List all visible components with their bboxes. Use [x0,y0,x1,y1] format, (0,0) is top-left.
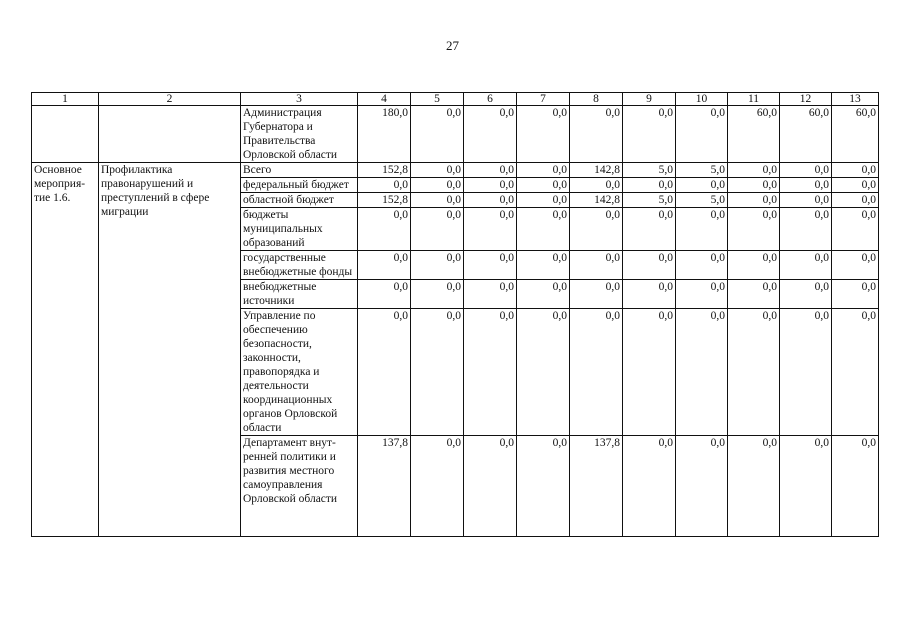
value-cell: 0,0 [780,163,832,178]
header-row [32,93,879,106]
value-cell: 0,0 [832,178,879,193]
col-header: 11 [728,93,780,106]
value-cell: 0,0 [780,208,832,251]
value-cell: 0,0 [517,208,570,251]
value-cell: 5,0 [676,163,728,178]
value-cell: 0,0 [517,193,570,208]
value-cell: 0,0 [358,309,411,436]
value-cell: 0,0 [728,193,780,208]
value-cell: 0,0 [358,208,411,251]
value-cell: 0,0 [676,436,728,537]
col-header: 5 [411,93,464,106]
funding-source: областной бюджет [241,193,358,208]
value-cell: 137,8 [570,436,623,537]
value-cell: 0,0 [780,193,832,208]
funding-source: государственные внебюджетные фонды [241,251,358,280]
col-header: 10 [676,93,728,106]
value-cell: 0,0 [464,163,517,178]
value-cell: 0,0 [728,178,780,193]
value-cell: 0,0 [411,163,464,178]
value-cell: 137,8 [358,436,411,537]
col-header: 3 [241,93,358,106]
value-cell: 0,0 [676,178,728,193]
value-cell: 0,0 [832,436,879,537]
funding-source: Всего [241,163,358,178]
funding-source: Администрация Губернатора и Правительства Орловской области [241,106,358,163]
col-header: 6 [464,93,517,106]
value-cell: 0,0 [358,178,411,193]
value-cell: 60,0 [780,106,832,163]
value-cell: 0,0 [411,436,464,537]
col-header: 8 [570,93,623,106]
value-cell: 0,0 [832,208,879,251]
value-cell: 0,0 [411,193,464,208]
value-cell: 0,0 [517,436,570,537]
measure-name: Профилактика правонарушений и преступлений в сфере миграции [99,163,241,537]
value-cell: 0,0 [411,208,464,251]
value-cell: 0,0 [570,178,623,193]
value-cell: 0,0 [411,178,464,193]
value-cell: 0,0 [517,280,570,309]
value-cell: 0,0 [832,193,879,208]
value-cell: 0,0 [464,178,517,193]
value-cell: 0,0 [728,163,780,178]
value-cell: 0,0 [676,251,728,280]
col-header: 2 [99,93,241,106]
budget-table [31,92,879,537]
funding-source: внебюджетные источники [241,280,358,309]
value-cell: 0,0 [780,178,832,193]
value-cell: 142,8 [570,193,623,208]
value-cell: 0,0 [570,208,623,251]
measure-code: Основное мероприя-тие 1.6. [32,163,99,537]
value-cell: 0,0 [411,251,464,280]
value-cell: 0,0 [464,106,517,163]
value-cell: 152,8 [358,193,411,208]
value-cell: 0,0 [728,251,780,280]
value-cell: 0,0 [623,280,676,309]
value-cell: 142,8 [570,163,623,178]
value-cell: 180,0 [358,106,411,163]
value-cell: 0,0 [832,280,879,309]
value-cell: 0,0 [780,436,832,537]
value-cell: 0,0 [570,106,623,163]
empty-cell [32,106,99,163]
value-cell: 5,0 [623,163,676,178]
value-cell: 0,0 [464,251,517,280]
value-cell: 0,0 [623,106,676,163]
value-cell: 0,0 [570,280,623,309]
value-cell: 5,0 [623,193,676,208]
value-cell: 0,0 [676,106,728,163]
value-cell: 0,0 [358,251,411,280]
value-cell: 0,0 [728,436,780,537]
funding-source: бюджеты муниципальных образований [241,208,358,251]
value-cell: 0,0 [623,208,676,251]
value-cell: 0,0 [517,251,570,280]
page-number: 27 [446,38,459,53]
value-cell: 0,0 [623,436,676,537]
value-cell: 0,0 [464,280,517,309]
value-cell: 5,0 [676,193,728,208]
value-cell: 0,0 [570,251,623,280]
value-cell: 60,0 [728,106,780,163]
value-cell: 0,0 [411,309,464,436]
value-cell: 0,0 [464,436,517,537]
table-row [32,106,879,163]
value-cell: 0,0 [832,309,879,436]
value-cell: 0,0 [780,280,832,309]
value-cell: 0,0 [464,208,517,251]
value-cell: 60,0 [832,106,879,163]
funding-source: Департамент внут-ренней политики и развития местного самоуправления Орловской области [241,436,358,537]
col-header: 9 [623,93,676,106]
funding-source: федеральный бюджет [241,178,358,193]
value-cell: 0,0 [832,251,879,280]
funding-source: Управление по обеспечению безопасности, законности, правопорядка и деятельности координационных органов Орловской области [241,309,358,436]
value-cell: 0,0 [358,280,411,309]
table-row [32,163,879,178]
value-cell: 0,0 [623,309,676,436]
value-cell: 0,0 [623,251,676,280]
col-header: 12 [780,93,832,106]
value-cell: 0,0 [570,309,623,436]
value-cell: 0,0 [676,309,728,436]
value-cell: 0,0 [780,309,832,436]
value-cell: 0,0 [517,163,570,178]
value-cell: 0,0 [517,106,570,163]
value-cell: 0,0 [517,178,570,193]
value-cell: 0,0 [464,309,517,436]
value-cell: 0,0 [780,251,832,280]
value-cell: 0,0 [728,208,780,251]
value-cell: 0,0 [728,309,780,436]
value-cell: 0,0 [728,280,780,309]
value-cell: 0,0 [464,193,517,208]
col-header: 13 [832,93,879,106]
value-cell: 0,0 [517,309,570,436]
value-cell: 0,0 [676,280,728,309]
value-cell: 0,0 [411,106,464,163]
value-cell: 0,0 [832,163,879,178]
value-cell: 0,0 [623,178,676,193]
col-header: 1 [32,93,99,106]
value-cell: 0,0 [411,280,464,309]
value-cell: 0,0 [676,208,728,251]
value-cell: 152,8 [358,163,411,178]
col-header: 4 [358,93,411,106]
col-header: 7 [517,93,570,106]
empty-cell [99,106,241,163]
